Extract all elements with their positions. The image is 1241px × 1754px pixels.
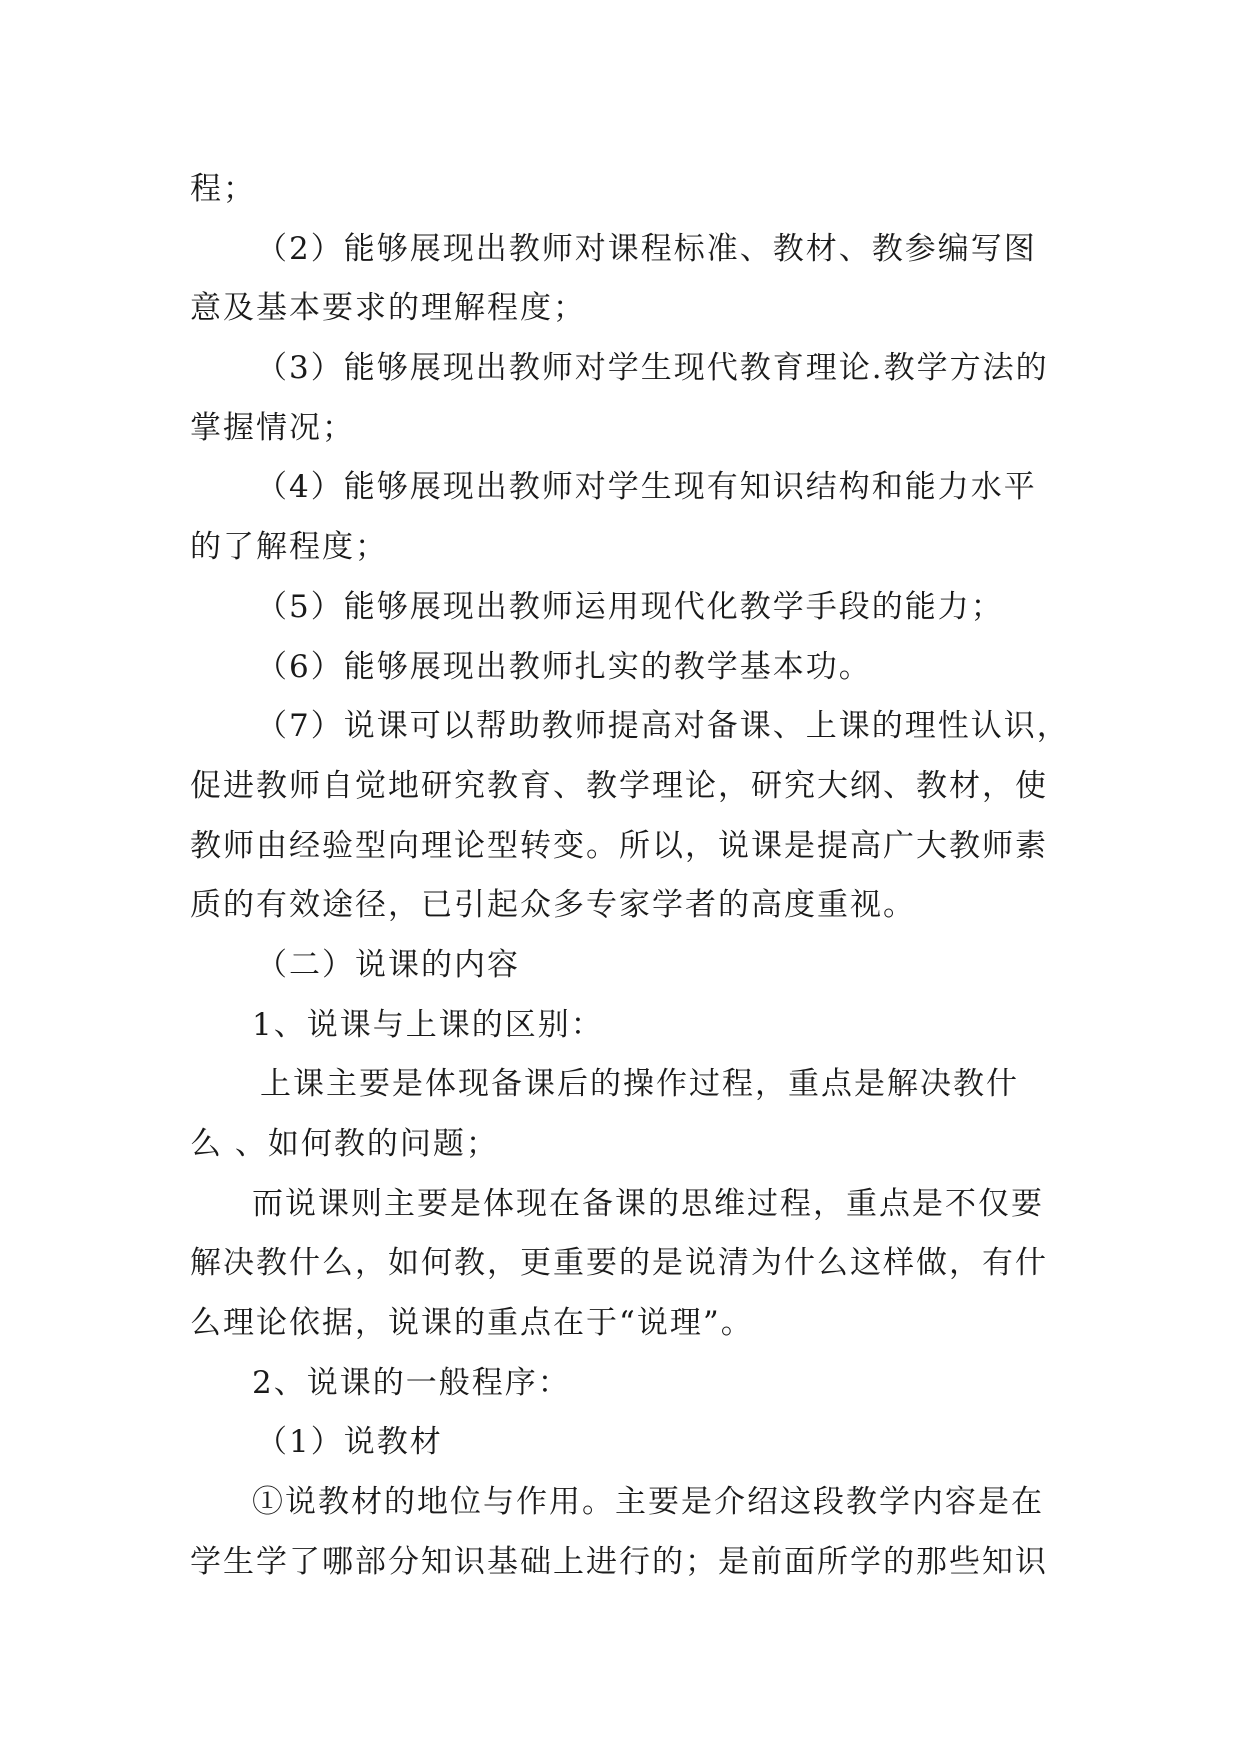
text-line-10: （7）说课可以帮助教师提高对备课、上课的理性认识， (256, 708, 1070, 745)
text-line-17: 么 、如何教的问题； (190, 1126, 499, 1162)
text-line-22: （1）说教材 (256, 1424, 443, 1461)
text-line-18: 而说课则主要是体现在备课的思维过程，重点是不仅要 (252, 1185, 1044, 1222)
text-line-2: （2）能够展现出教师对课程标准、教材、教参编写图 (256, 230, 1037, 267)
text-line-7: 的了解程度； (190, 529, 388, 566)
text-line-19: 解决教什么，如何教，更重要的是说清为什么这样做，有什 (190, 1245, 1048, 1282)
text-line-13: 质的有效途径，已引起众多专家学者的高度重视。 (190, 887, 916, 924)
text-line-12: 教师由经验型向理论型转变。所以，说课是提高广大教师素 (190, 827, 1048, 864)
text-line-15: 1、说课与上课的区别： (252, 1006, 604, 1043)
text-line-5: 掌握情况； (190, 409, 355, 446)
text-line-3: 意及基本要求的理解程度； (190, 290, 586, 327)
text-line-21: 2、说课的一般程序： (252, 1364, 571, 1401)
text-line-23: ①说教材的地位与作用。主要是介绍这段教学内容是在 (252, 1484, 1044, 1521)
text-line-20: 么理论依据，说课的重点在于“说理”。 (190, 1305, 754, 1342)
document-body (190, 160, 1070, 1593)
text-line-16: 上课主要是体现备课后的操作过程，重点是解决教什 (260, 1066, 1019, 1103)
text-line-8: （5）能够展现出教师运用现代化教学手段的能力； (256, 588, 1004, 625)
text-line-9: （6）能够展现出教师扎实的教学基本功。 (256, 648, 872, 685)
text-line-4: （3）能够展现出教师对学生现代教育理论.教学方法的 (256, 350, 1049, 387)
text-line-1: 程； (190, 171, 256, 207)
text-line-6: （4）能够展现出教师对学生现有知识结构和能力水平 (256, 469, 1037, 506)
section-heading: （二）说课的内容 (256, 946, 520, 983)
text-line-11: 促进教师自觉地研究教育、教学理论，研究大纲、教材，使 (190, 767, 1048, 804)
text-line-24: 学生学了哪部分知识基础上进行的；是前面所学的那些知识 (190, 1543, 1048, 1580)
